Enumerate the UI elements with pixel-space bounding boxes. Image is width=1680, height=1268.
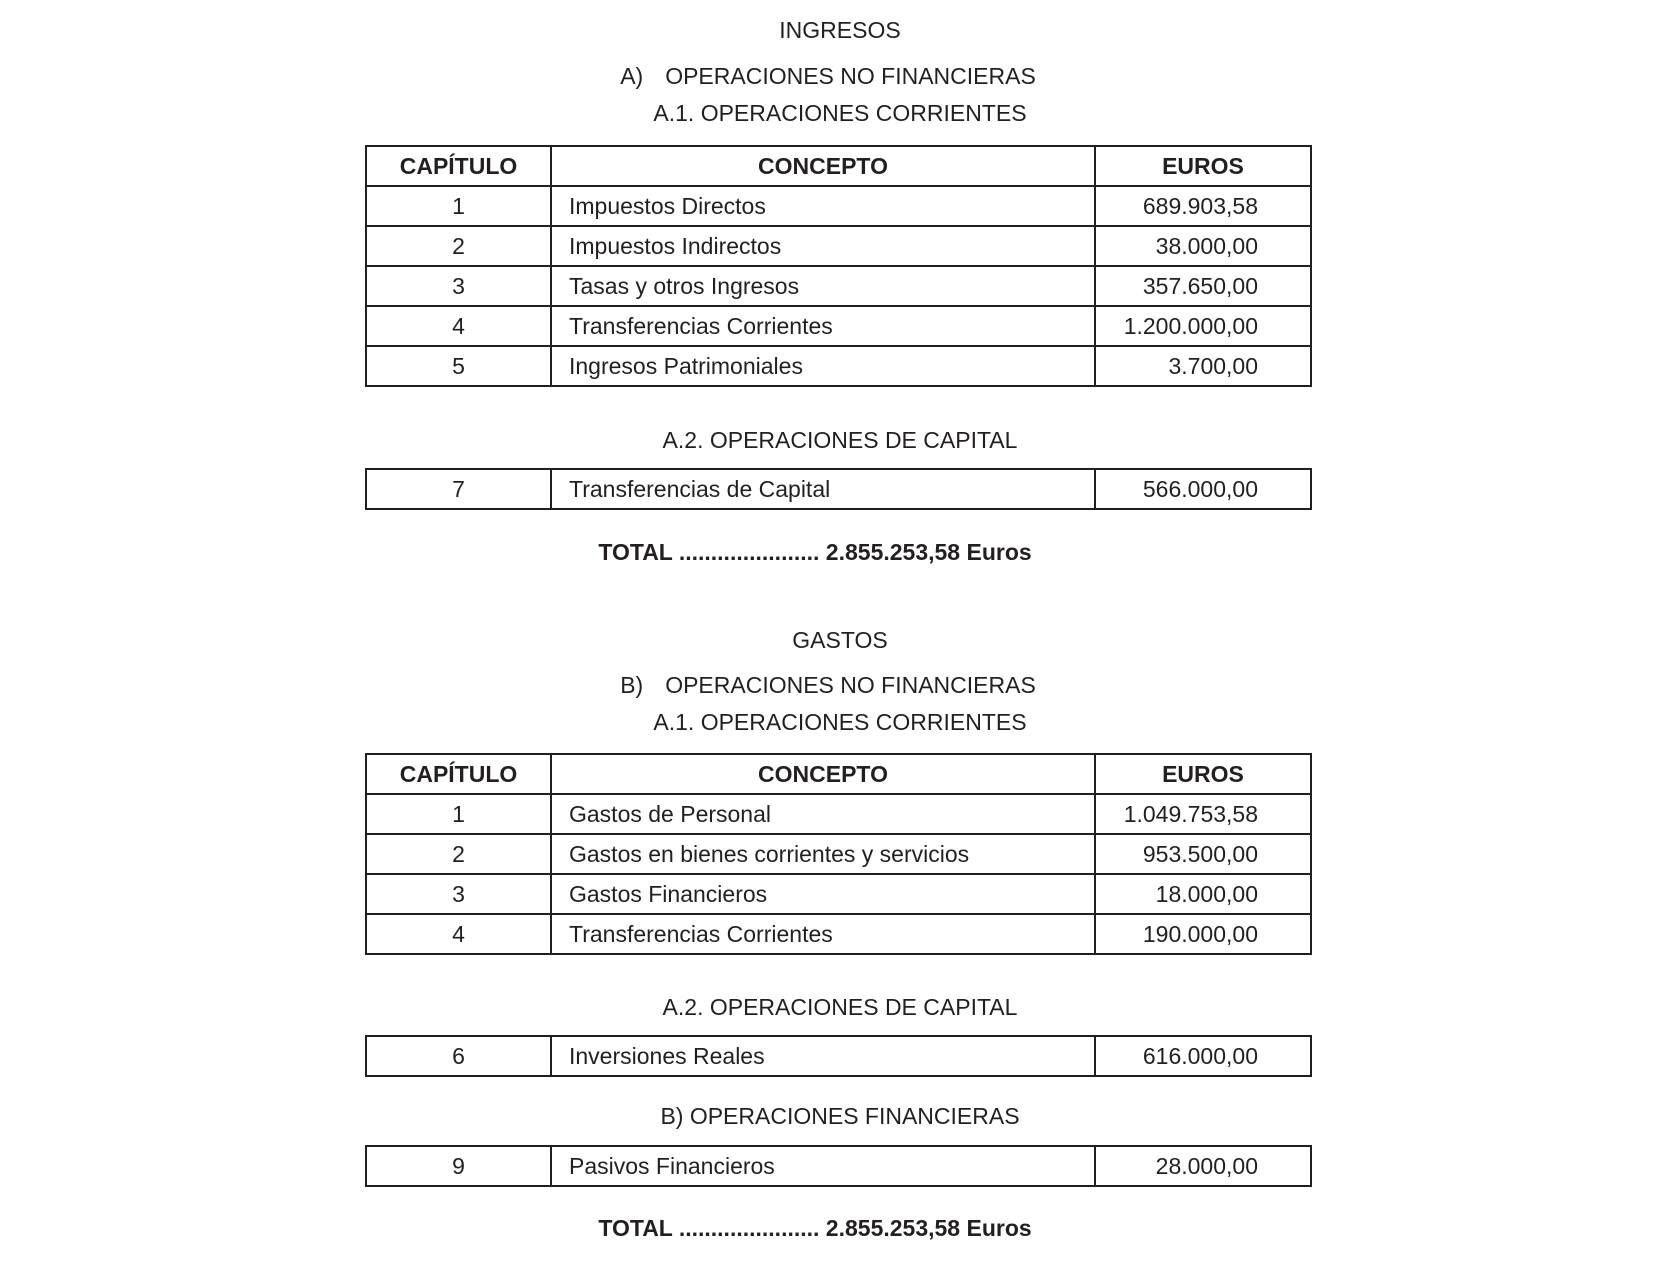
cell-capitulo: 1 xyxy=(366,794,551,834)
ingresos-title: INGRESOS xyxy=(779,17,901,43)
cell-capitulo: 4 xyxy=(366,306,551,346)
cell-euros: 38.000,00 xyxy=(1095,226,1311,266)
cell-concepto: Transferencias de Capital xyxy=(551,469,1095,509)
table-header-row xyxy=(366,146,1311,186)
table-row xyxy=(366,186,1311,226)
gastos-corrientes-table xyxy=(365,753,1312,955)
cell-capitulo: 3 xyxy=(366,266,551,306)
gastos-sub-capital: A.2. OPERACIONES DE CAPITAL xyxy=(662,994,1018,1020)
header-capitulo: CAPÍTULO xyxy=(366,754,551,794)
header-capitulo: CAPÍTULO xyxy=(366,146,551,186)
table-row xyxy=(366,266,1311,306)
cell-concepto: Gastos en bienes corrientes y servicios xyxy=(551,834,1095,874)
header-euros: EUROS xyxy=(1095,754,1311,794)
cell-concepto: Ingresos Patrimoniales xyxy=(551,346,1095,386)
cell-euros: 18.000,00 xyxy=(1095,874,1311,914)
gastos-capital-table xyxy=(365,1035,1312,1077)
ingresos-capital-table xyxy=(365,468,1312,510)
table-row xyxy=(366,914,1311,954)
cell-concepto: Inversiones Reales xyxy=(551,1036,1095,1076)
section-prefix: B) xyxy=(620,672,644,698)
cell-concepto: Impuestos Directos xyxy=(551,186,1095,226)
cell-euros: 1.049.753,58 xyxy=(1095,794,1311,834)
cell-euros: 3.700,00 xyxy=(1095,346,1311,386)
section-prefix: A) xyxy=(620,63,644,89)
header-concepto: CONCEPTO xyxy=(551,754,1095,794)
cell-euros: 190.000,00 xyxy=(1095,914,1311,954)
table-row xyxy=(366,226,1311,266)
table-row xyxy=(366,834,1311,874)
ingresos-total: TOTAL ...................... 2.855.253,58 Euros xyxy=(598,539,1032,565)
ingresos-corrientes-table xyxy=(365,145,1312,387)
ingresos-section-heading xyxy=(0,62,1668,90)
gastos-total: TOTAL ...................... 2.855.253,58 Euros xyxy=(598,1215,1032,1241)
cell-concepto: Transferencias Corrientes xyxy=(551,306,1095,346)
table-header-row xyxy=(366,754,1311,794)
cell-capitulo: 2 xyxy=(366,226,551,266)
table-row xyxy=(366,346,1311,386)
gastos-title: GASTOS xyxy=(792,627,888,653)
cell-capitulo: 2 xyxy=(366,834,551,874)
cell-euros: 953.500,00 xyxy=(1095,834,1311,874)
cell-euros: 1.200.000,00 xyxy=(1095,306,1311,346)
table-row xyxy=(366,469,1311,509)
cell-concepto: Pasivos Financieros xyxy=(551,1146,1095,1186)
cell-concepto: Gastos de Personal xyxy=(551,794,1095,834)
gastos-financieras-table xyxy=(365,1145,1312,1187)
cell-capitulo: 9 xyxy=(366,1146,551,1186)
gastos-sub-financieras: B) OPERACIONES FINANCIERAS xyxy=(660,1103,1020,1129)
cell-euros: 616.000,00 xyxy=(1095,1036,1311,1076)
header-concepto: CONCEPTO xyxy=(551,146,1095,186)
cell-capitulo: 6 xyxy=(366,1036,551,1076)
table-row xyxy=(366,794,1311,834)
header-euros: EUROS xyxy=(1095,146,1311,186)
cell-capitulo: 3 xyxy=(366,874,551,914)
cell-euros: 689.903,58 xyxy=(1095,186,1311,226)
cell-capitulo: 1 xyxy=(366,186,551,226)
section-label: OPERACIONES NO FINANCIERAS xyxy=(665,63,1036,89)
cell-concepto: Impuestos Indirectos xyxy=(551,226,1095,266)
table-row xyxy=(366,306,1311,346)
table-row xyxy=(366,1036,1311,1076)
cell-concepto: Tasas y otros Ingresos xyxy=(551,266,1095,306)
gastos-section-heading xyxy=(0,671,1668,699)
ingresos-sub-capital: A.2. OPERACIONES DE CAPITAL xyxy=(662,427,1018,453)
ingresos-sub-corrientes: A.1. OPERACIONES CORRIENTES xyxy=(653,100,1027,126)
cell-capitulo: 7 xyxy=(366,469,551,509)
section-label: OPERACIONES NO FINANCIERAS xyxy=(665,672,1036,698)
cell-concepto: Transferencias Corrientes xyxy=(551,914,1095,954)
cell-capitulo: 5 xyxy=(366,346,551,386)
cell-capitulo: 4 xyxy=(366,914,551,954)
cell-euros: 28.000,00 xyxy=(1095,1146,1311,1186)
table-row xyxy=(366,1146,1311,1186)
cell-concepto: Gastos Financieros xyxy=(551,874,1095,914)
cell-euros: 357.650,00 xyxy=(1095,266,1311,306)
cell-euros: 566.000,00 xyxy=(1095,469,1311,509)
table-row xyxy=(366,874,1311,914)
gastos-sub-corrientes: A.1. OPERACIONES CORRIENTES xyxy=(653,709,1027,735)
